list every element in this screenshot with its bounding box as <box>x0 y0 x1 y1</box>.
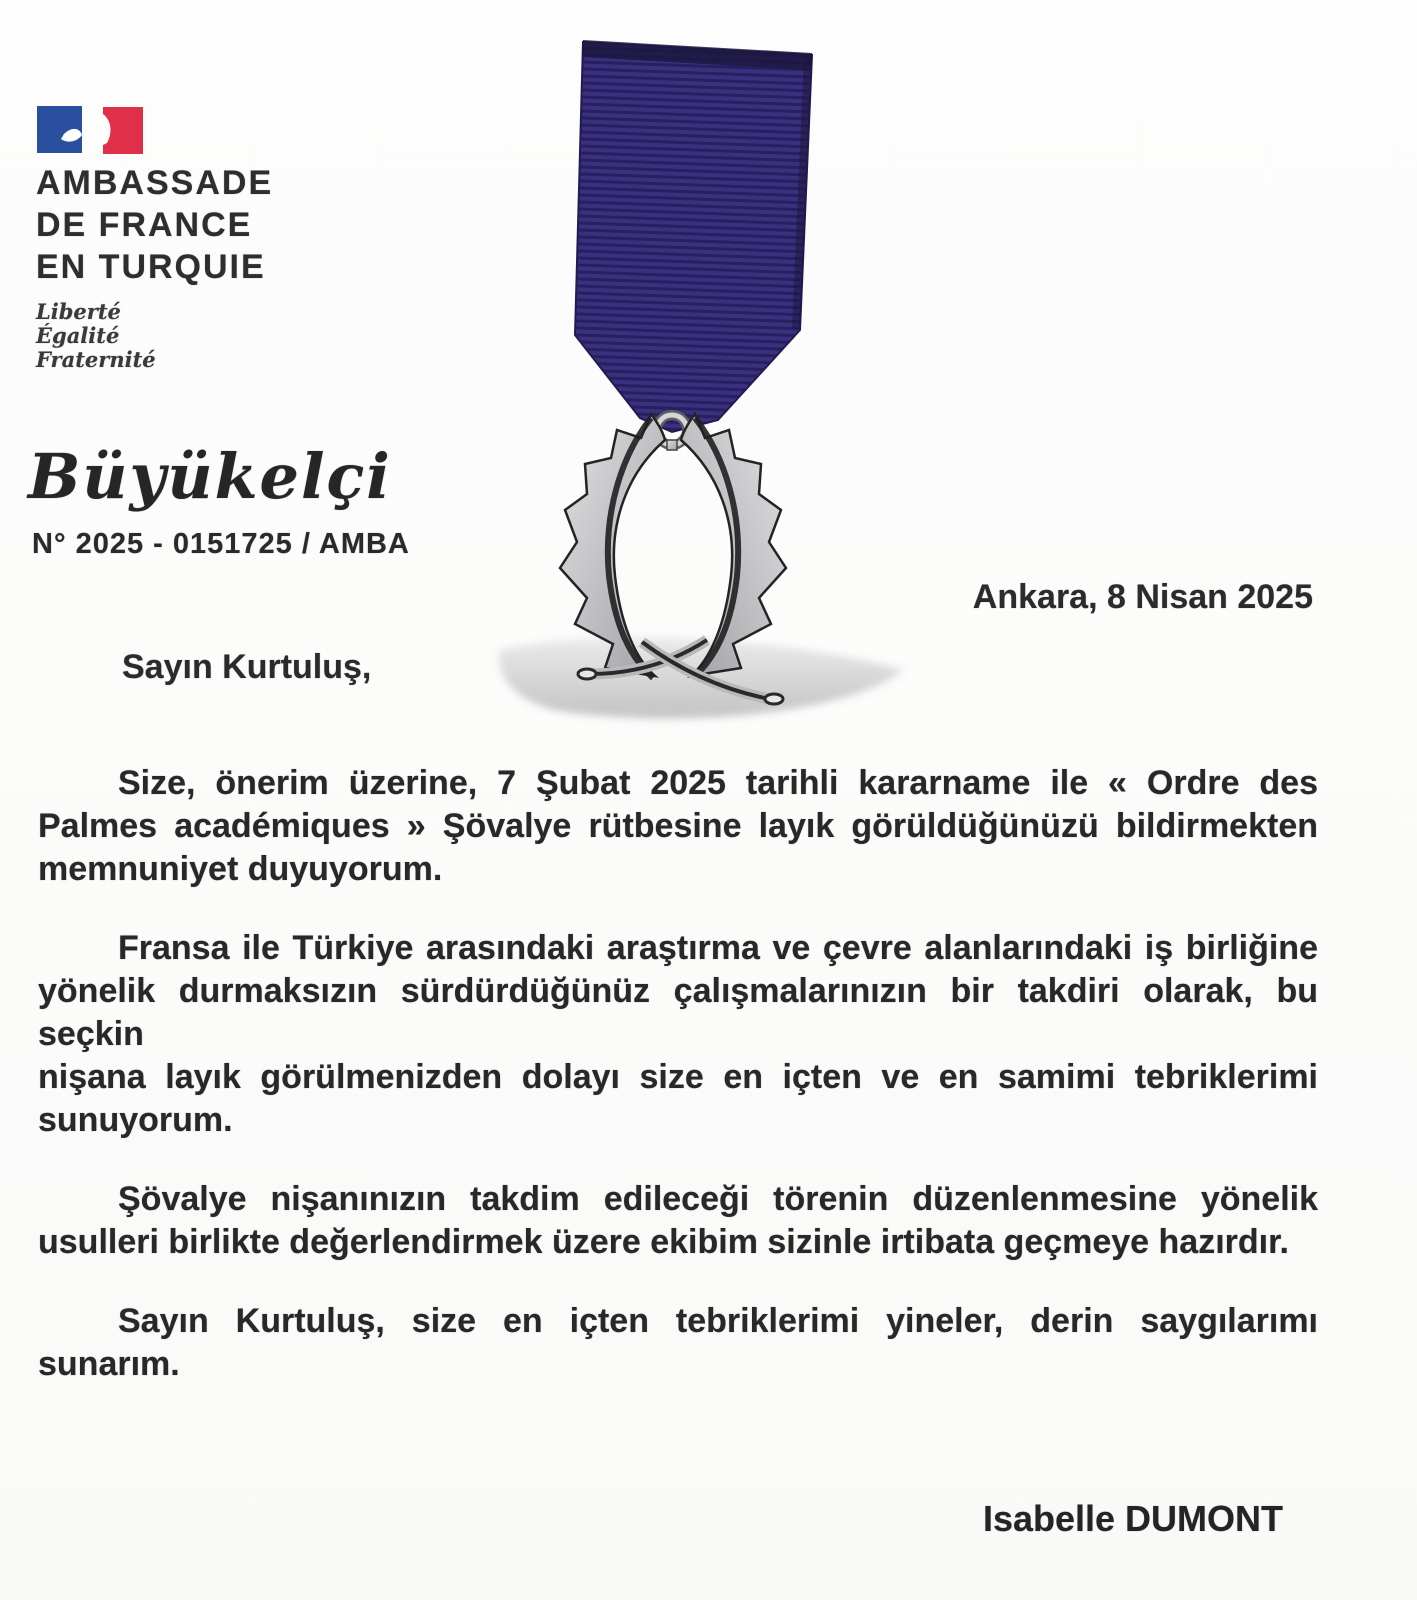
body-paragraph <box>38 1178 1318 1264</box>
embassy-name-line: DE FRANCE <box>36 206 253 244</box>
body-line: memnuniyet duyuyorum. <box>38 850 443 888</box>
body-line: sunarım. <box>38 1345 180 1383</box>
medal-ribbon <box>575 40 812 432</box>
body-paragraph <box>38 762 1318 891</box>
body-line: Palmes académiques » Şövalye rütbesine layık görüldüğünüzü bildirmekten <box>38 807 1318 845</box>
republic-motto <box>36 300 273 372</box>
embassy-name-line: EN TURQUIE <box>36 248 266 286</box>
body-line: nişana layık görülmenizden dolayı size en içten ve en samimi tebriklerimi <box>38 1058 1318 1096</box>
body-line: Şövalye nişanınızın takdim edileceği törenin düzenlenmesine yönelik <box>118 1180 1318 1218</box>
body-line: usulleri birlikte değerlendirmek üzere ekibim sizinle irtibata geçmeye hazırdır. <box>38 1223 1289 1261</box>
ambassador-title: Büyükelçi <box>28 440 392 513</box>
medal-image <box>455 28 955 728</box>
french-republic-logo <box>36 104 148 156</box>
motto-line: Liberté <box>36 299 121 324</box>
embassy-name-line: AMBASSADE <box>36 164 274 202</box>
reference-number: N° 2025 - 0151725 / AMBA <box>32 528 410 560</box>
salutation: Sayın Kurtuluş, <box>122 648 372 686</box>
motto-line: Égalité <box>36 323 120 348</box>
motto-line: Fraternité <box>36 347 156 372</box>
embassy-letterhead <box>36 104 273 372</box>
embassy-name <box>36 162 273 288</box>
signature-name: Isabelle DUMONT <box>982 1498 1283 1539</box>
dateline: Ankara, 8 Nisan 2025 <box>972 578 1313 616</box>
body-paragraph <box>38 1300 1318 1386</box>
letter-body <box>38 762 1318 1422</box>
body-line: sunuyorum. <box>38 1101 233 1139</box>
body-line: Sayın Kurtuluş, size en içten tebriklerimi yineler, derin saygılarımı <box>118 1302 1318 1340</box>
body-line: Fransa ile Türkiye arasındaki araştırma ve çevre alanlarındaki iş birliğine <box>118 929 1318 967</box>
body-paragraph <box>38 927 1318 1142</box>
body-line: Size, önerim üzerine, 7 Şubat 2025 tarihli kararname ile « Ordre des <box>118 764 1318 802</box>
body-line: yönelik durmaksızın sürdürdüğünüz çalışmalarınızın bir takdiri olarak, bu seçkin <box>38 972 1318 1053</box>
